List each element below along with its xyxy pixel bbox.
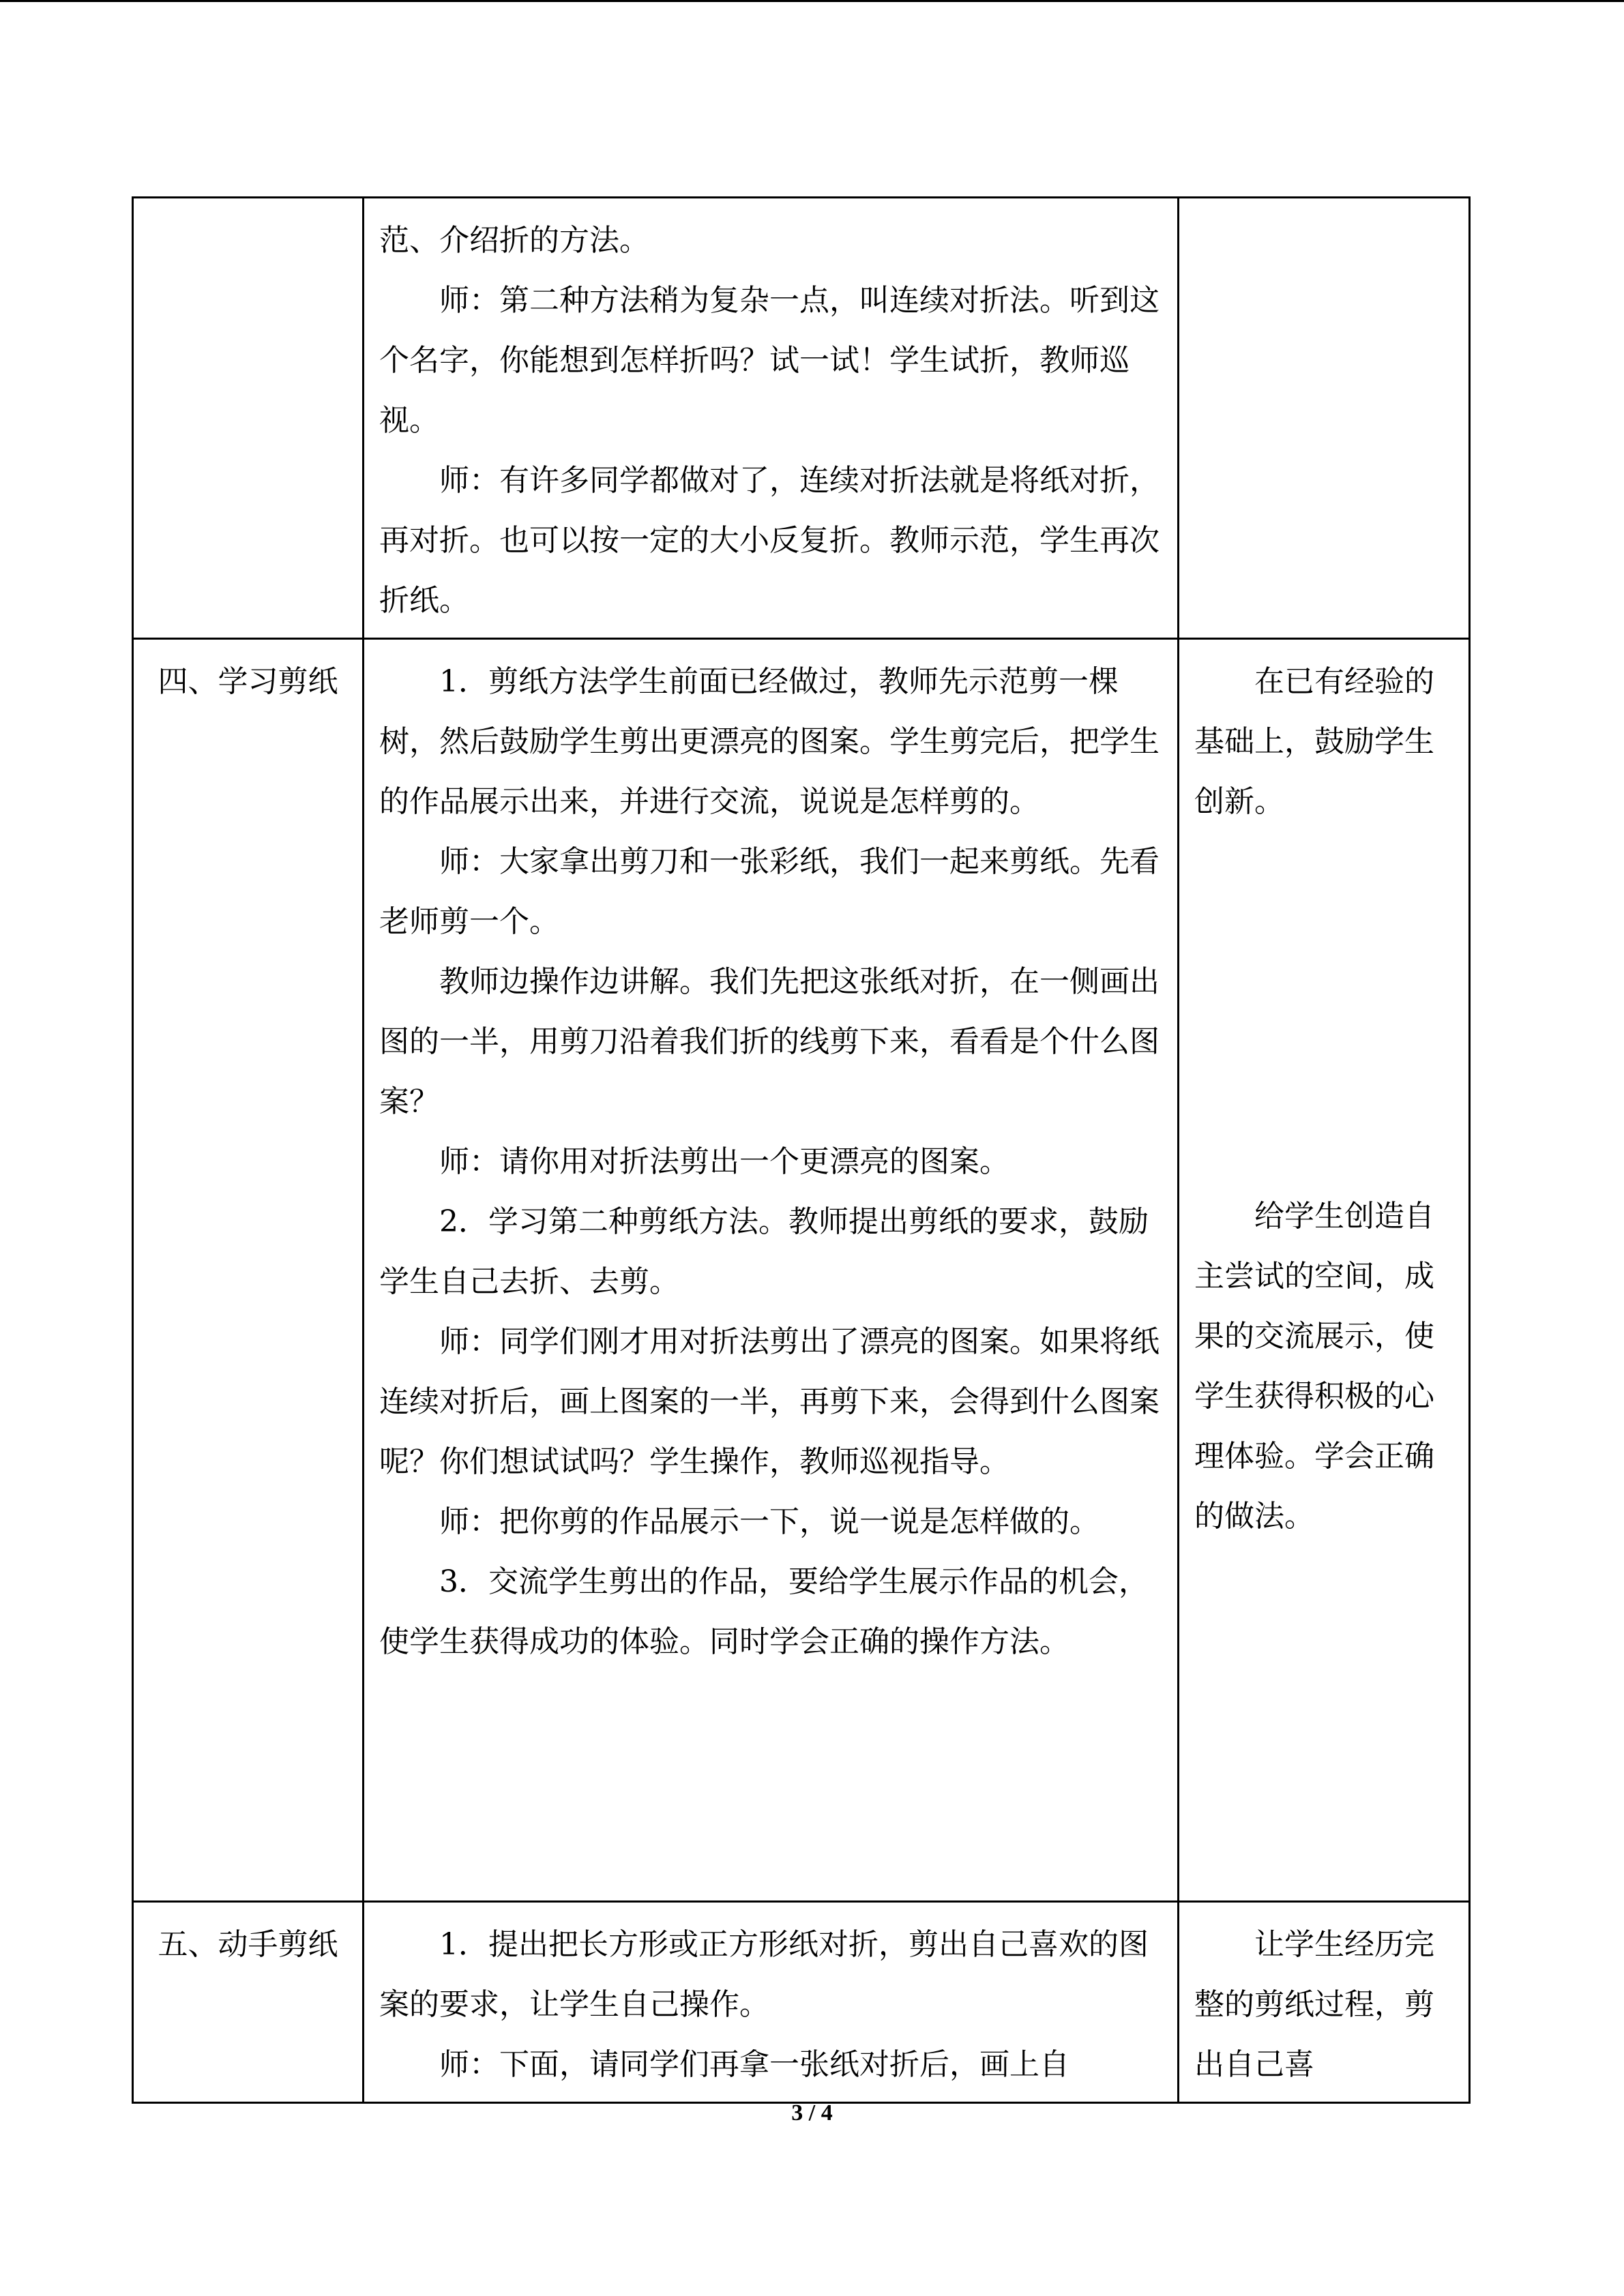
paragraph: 师：下面，请同学们再拿一张纸对折后，画上自 <box>439 2047 1069 2082</box>
table-row <box>133 1902 1470 2103</box>
content-cell <box>364 198 1179 639</box>
section-title: 四、学习剪纸 <box>158 664 338 699</box>
note: 给学生创造自主尝试的空间，成果的交流展示，使学生获得积极的心理体验。学会正确的做法。 <box>1194 1199 1434 1534</box>
table-row <box>133 198 1470 639</box>
paragraph: 师：把你剪的作品展示一下，说一说是怎样做的。 <box>439 1504 1099 1539</box>
note: 让学生经历完整的剪纸过程，剪出自己喜 <box>1194 1927 1434 2082</box>
paragraph: 师：请你用对折法剪出一个更漂亮的图案。 <box>439 1144 1009 1179</box>
paragraph: 3．交流学生剪出的作品，要给学生展示作品的机会，使学生获得成功的体验。同时学会正确的操作方法。 <box>379 1564 1149 1659</box>
paragraph: 1．提出把长方形或正方形纸对折，剪出自己喜欢的图案的要求，让学生自己操作。 <box>379 1927 1149 2022</box>
page-number: 3 / 4 <box>791 2100 833 2126</box>
paragraph: 师：大家拿出剪刀和一张彩纸，我们一起来剪纸。先看老师剪一个。 <box>379 844 1160 939</box>
paragraph: 1．剪纸方法学生前面已经做过，教师先示范剪一棵树，然后鼓励学生剪出更漂亮的图案。学生剪完后，把学生的作品展示出来，并进行交流，说说是怎样剪的。 <box>379 664 1160 819</box>
notes-cell <box>1179 198 1470 639</box>
section-cell <box>133 1902 364 2103</box>
section-cell <box>133 639 364 1902</box>
table-row <box>133 639 1470 1902</box>
note-spacer <box>1194 832 1453 1187</box>
paragraph: 范、介绍折的方法。 <box>379 223 649 258</box>
lesson-plan-table <box>132 196 1471 2104</box>
paragraph: 师：同学们刚才用对折法剪出了漂亮的图案。如果将纸连续对折后，画上图案的一半，再剪下来，会得到什么图案呢？你们想试试吗？学生操作，教师巡视指导。 <box>379 1324 1160 1479</box>
top-border-line <box>0 0 1624 2</box>
section-title: 五、动手剪纸 <box>158 1927 338 1962</box>
content-cell <box>364 639 1179 1902</box>
notes-cell <box>1179 1902 1470 2103</box>
paragraph: 师：有许多同学都做对了，连续对折法就是将纸对折，再对折。也可以按一定的大小反复折。教师示范，学生再次折纸。 <box>379 463 1160 618</box>
paragraph: 师：第二种方法稍为复杂一点，叫连续对折法。听到这个名字，你能想到怎样折吗？试一试！学生试折，教师巡视。 <box>379 283 1160 438</box>
paragraph: 教师边操作边讲解。我们先把这张纸对折，在一侧画出图的一半，用剪刀沿着我们折的线剪下来，看看是个什么图案？ <box>379 964 1160 1119</box>
paragraph: 2．学习第二种剪纸方法。教师提出剪纸的要求，鼓励学生自己去折、去剪。 <box>379 1204 1149 1299</box>
section-cell <box>133 198 364 639</box>
notes-cell <box>1179 639 1470 1902</box>
content-cell <box>364 1902 1179 2103</box>
note: 在已有经验的基础上，鼓励学生创新。 <box>1194 664 1434 819</box>
